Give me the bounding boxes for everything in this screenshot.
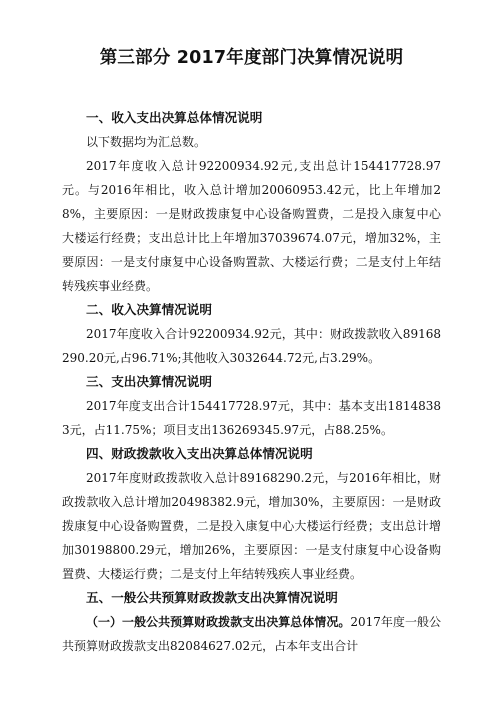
section-1-paragraph-1: 以下数据均为汇总数。 (86, 135, 207, 149)
section-5-subheading: （一）一般公共预算财政拨款支出决算总体情况。 (86, 615, 351, 629)
section-heading-3: 三、支出决算情况说明 (86, 374, 212, 389)
section-heading-5: 五、一般公共预算财政拨款支出决算情况说明 (86, 590, 338, 605)
section-1-paragraph-2: 2017年度收入总计92200934.92元,支出总计154417728.97元。与2016年相比，收入总计增加20060953.42元，比上年增加28%，主要原因：一是财政拨康复中心设备购置费，二是投入康复中心大楼运行经费；支出总计比上年增加37039674.07元，增加32%，主要原因：一是支付康复中心设备购置款、大楼运行费；二是支付上年结转残疾事业经费。 (62, 159, 441, 293)
section-heading-4: 四、财政拨款收入支出决算总体情况说明 (86, 446, 313, 461)
section-2-paragraph-1: 2017年度收入合计92200934.92元，其中：财政拨款收入89168290.20元,占96.71%;其他收入3032644.72元,占3.29%。 (62, 327, 441, 365)
section-5-paragraph-1 (62, 610, 441, 658)
section-heading-1: 一、收入支出决算总体情况说明 (86, 110, 263, 125)
section-5-subtext: 2017年度一般公共预算财政拨款支出82084627.02元，占本年支出合计 (62, 615, 441, 653)
page-title: 第三部分 2017年度部门决算情况说明 (99, 48, 404, 68)
section-heading-2: 二、收入决算情况说明 (86, 302, 212, 317)
section-4-paragraph-1: 2017年度财政拨款收入总计89168290.2元，与2016年相比，财政拨款收入总计增加20498382.9元，增加30%，主要原因：一是财政拨康复中心设备购置费，二是投入康复中心大楼运行经费；支出总计增加30198800.29元，增加26%，主要原因：一是支付康复中心设备购置费、大楼运行费；二是支付上年结转残疾人事业经费。 (62, 471, 441, 581)
section-3-paragraph-1: 2017年度支出合计154417728.97元，其中：基本支出18148383元，占11.75%；项目支出136269345.97元，占88.25%。 (62, 399, 441, 437)
